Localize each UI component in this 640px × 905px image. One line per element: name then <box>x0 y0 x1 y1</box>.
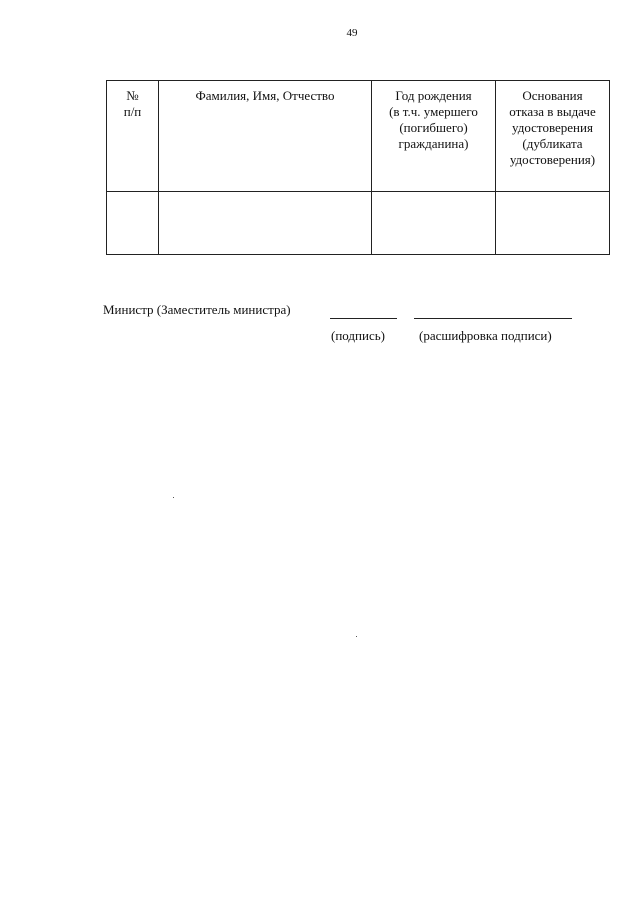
header-number <box>107 81 159 192</box>
signature-decode-blank-line <box>414 318 572 319</box>
signature-decode-caption: (расшифровка подписи) <box>419 328 552 343</box>
signatory-position: Министр (Заместитель министра) <box>103 302 291 317</box>
cell-refusal-reason <box>496 192 610 255</box>
page-number: 49 <box>346 27 358 39</box>
signature-blank-line <box>330 318 397 319</box>
header-number-label: № п/п <box>123 88 142 119</box>
header-birth-year-label: Год рождения (в т.ч. умершего (погибшего) гражданина) <box>389 88 478 151</box>
refusal-list-table <box>106 80 610 255</box>
cell-full-name <box>159 192 372 255</box>
header-birth-year <box>372 81 496 192</box>
scan-speck <box>173 497 174 498</box>
cell-number <box>107 192 159 255</box>
signature-caption: (подпись) <box>331 328 385 343</box>
scan-speck <box>356 636 357 637</box>
header-refusal-reason <box>496 81 610 192</box>
header-full-name-label: Фамилия, Имя, Отчество <box>195 88 335 103</box>
table-row <box>107 192 610 255</box>
header-refusal-reason-label: Основания отказа в выдаче удостоверения (дубликата удостоверения) <box>509 88 596 167</box>
table-header-row <box>107 81 610 192</box>
header-full-name <box>159 81 372 192</box>
cell-birth-year <box>372 192 496 255</box>
